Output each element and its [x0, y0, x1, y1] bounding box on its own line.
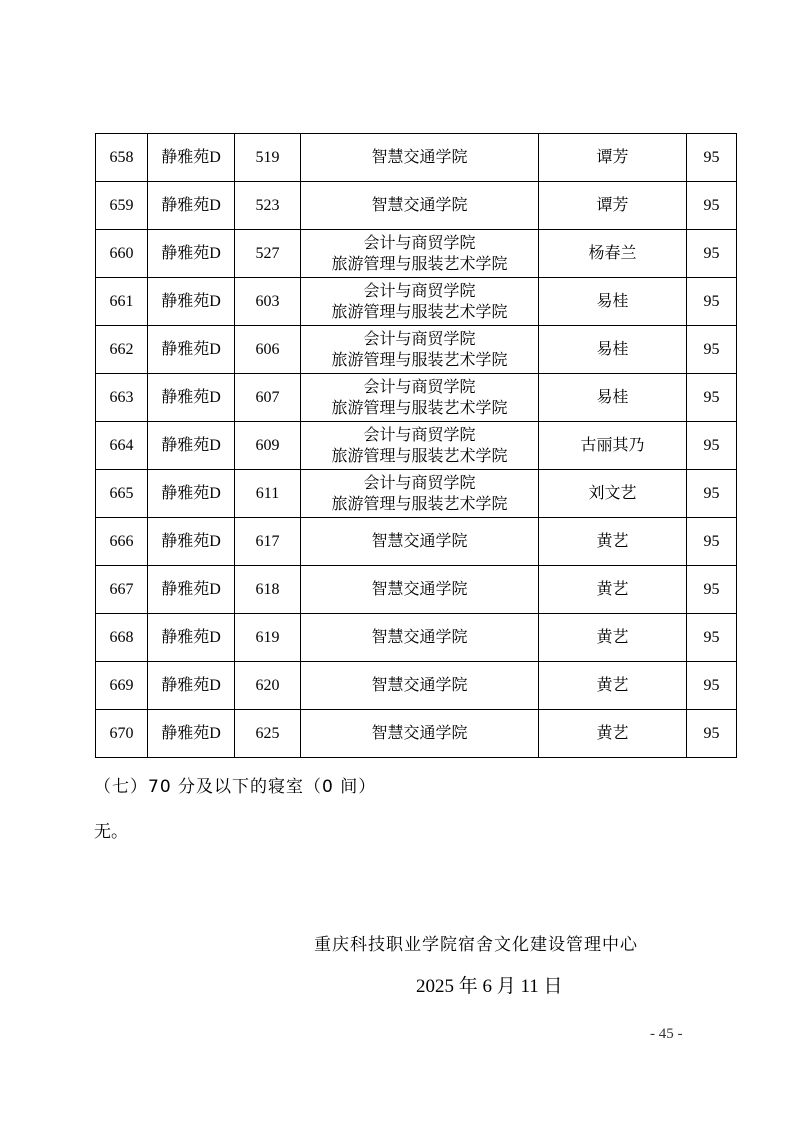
college-name: 智慧交通学院 — [371, 533, 468, 550]
table-row — [96, 230, 737, 278]
score-cell: 95 — [687, 710, 737, 758]
college-cell — [301, 374, 539, 422]
college-name: 智慧交通学院 — [371, 677, 468, 694]
row-number-cell: 658 — [96, 134, 148, 182]
college-cell — [301, 422, 539, 470]
college-name: 旅游管理与服装艺术学院 — [331, 495, 508, 513]
college-cell — [301, 134, 539, 182]
room-cell: 527 — [235, 230, 301, 278]
table-row — [96, 182, 737, 230]
table-row — [96, 518, 737, 566]
row-number-cell: 660 — [96, 230, 148, 278]
score-cell: 95 — [687, 518, 737, 566]
score-cell: 95 — [687, 326, 737, 374]
building-cell: 静雅苑D — [148, 374, 235, 422]
college-name: 会计与商贸学院 — [363, 234, 476, 252]
building-cell: 静雅苑D — [148, 278, 235, 326]
college-cell — [301, 278, 539, 326]
college-name: 会计与商贸学院 — [363, 282, 476, 300]
score-cell: 95 — [687, 134, 737, 182]
building-cell: 静雅苑D — [148, 182, 235, 230]
building-cell: 静雅苑D — [148, 422, 235, 470]
building-cell: 静雅苑D — [148, 710, 235, 758]
building-cell: 静雅苑D — [148, 518, 235, 566]
table-row — [96, 374, 737, 422]
counselor-cell: 易桂 — [539, 326, 687, 374]
college-name: 会计与商贸学院 — [363, 474, 476, 492]
counselor-cell: 黄艺 — [539, 518, 687, 566]
building-cell: 静雅苑D — [148, 134, 235, 182]
table-row — [96, 566, 737, 614]
score-cell: 95 — [687, 182, 737, 230]
dormitory-score-table — [95, 133, 737, 758]
college-cell — [301, 614, 539, 662]
score-cell: 95 — [687, 422, 737, 470]
room-cell: 607 — [235, 374, 301, 422]
college-name: 旅游管理与服装艺术学院 — [331, 351, 508, 369]
college-name: 会计与商贸学院 — [363, 330, 476, 348]
counselor-cell: 黄艺 — [539, 662, 687, 710]
table-row — [96, 134, 737, 182]
counselor-cell: 刘文艺 — [539, 470, 687, 518]
building-cell: 静雅苑D — [148, 470, 235, 518]
room-cell: 519 — [235, 134, 301, 182]
room-cell: 625 — [235, 710, 301, 758]
row-number-cell: 662 — [96, 326, 148, 374]
score-cell: 95 — [687, 470, 737, 518]
counselor-cell: 易桂 — [539, 278, 687, 326]
college-cell — [301, 230, 539, 278]
college-name: 会计与商贸学院 — [363, 378, 476, 396]
college-name: 智慧交通学院 — [371, 581, 468, 598]
building-cell: 静雅苑D — [148, 662, 235, 710]
college-name: 智慧交通学院 — [371, 197, 468, 214]
row-number-cell: 666 — [96, 518, 148, 566]
counselor-cell: 杨春兰 — [539, 230, 687, 278]
table-row — [96, 710, 737, 758]
row-number-cell: 661 — [96, 278, 148, 326]
row-number-cell: 665 — [96, 470, 148, 518]
row-number-cell: 663 — [96, 374, 148, 422]
score-cell: 95 — [687, 614, 737, 662]
counselor-cell: 谭芳 — [539, 182, 687, 230]
row-number-cell: 667 — [96, 566, 148, 614]
room-cell: 618 — [235, 566, 301, 614]
college-cell — [301, 326, 539, 374]
table-row — [96, 422, 737, 470]
issue-date: 2025 年 6 月 11 日 — [416, 976, 563, 997]
page-number: - 45 - — [650, 1026, 683, 1042]
score-cell: 95 — [687, 566, 737, 614]
college-cell — [301, 566, 539, 614]
room-cell: 617 — [235, 518, 301, 566]
row-number-cell: 659 — [96, 182, 148, 230]
college-name: 智慧交通学院 — [371, 149, 468, 166]
college-cell — [301, 182, 539, 230]
table-row — [96, 278, 737, 326]
room-cell: 606 — [235, 326, 301, 374]
room-cell: 523 — [235, 182, 301, 230]
building-cell: 静雅苑D — [148, 326, 235, 374]
building-cell: 静雅苑D — [148, 614, 235, 662]
score-cell: 95 — [687, 662, 737, 710]
college-cell — [301, 518, 539, 566]
room-cell: 609 — [235, 422, 301, 470]
room-cell: 611 — [235, 470, 301, 518]
college-name: 旅游管理与服装艺术学院 — [331, 255, 508, 273]
counselor-cell: 古丽其乃 — [539, 422, 687, 470]
table-row — [96, 614, 737, 662]
table-row — [96, 662, 737, 710]
college-name: 旅游管理与服装艺术学院 — [331, 447, 508, 465]
college-name: 旅游管理与服装艺术学院 — [331, 399, 508, 417]
counselor-cell: 易桂 — [539, 374, 687, 422]
score-cell: 95 — [687, 374, 737, 422]
college-cell — [301, 662, 539, 710]
college-name: 智慧交通学院 — [371, 725, 468, 742]
section-heading: （七）70 分及以下的寝室（0 间） — [94, 777, 377, 797]
room-cell: 603 — [235, 278, 301, 326]
room-cell: 619 — [235, 614, 301, 662]
score-cell: 95 — [687, 278, 737, 326]
section-body: 无。 — [94, 822, 128, 842]
college-name: 会计与商贸学院 — [363, 426, 476, 444]
issuer-name: 重庆科技职业学院宿舍文化建设管理中心 — [314, 935, 638, 955]
building-cell: 静雅苑D — [148, 230, 235, 278]
row-number-cell: 668 — [96, 614, 148, 662]
building-cell: 静雅苑D — [148, 566, 235, 614]
counselor-cell: 黄艺 — [539, 710, 687, 758]
table-body — [96, 134, 737, 758]
row-number-cell: 664 — [96, 422, 148, 470]
college-name: 智慧交通学院 — [371, 629, 468, 646]
college-cell — [301, 710, 539, 758]
counselor-cell: 黄艺 — [539, 566, 687, 614]
row-number-cell: 669 — [96, 662, 148, 710]
college-cell — [301, 470, 539, 518]
table-row — [96, 326, 737, 374]
table-row — [96, 470, 737, 518]
counselor-cell: 黄艺 — [539, 614, 687, 662]
row-number-cell: 670 — [96, 710, 148, 758]
room-cell: 620 — [235, 662, 301, 710]
college-name: 旅游管理与服装艺术学院 — [331, 303, 508, 321]
score-cell: 95 — [687, 230, 737, 278]
counselor-cell: 谭芳 — [539, 134, 687, 182]
